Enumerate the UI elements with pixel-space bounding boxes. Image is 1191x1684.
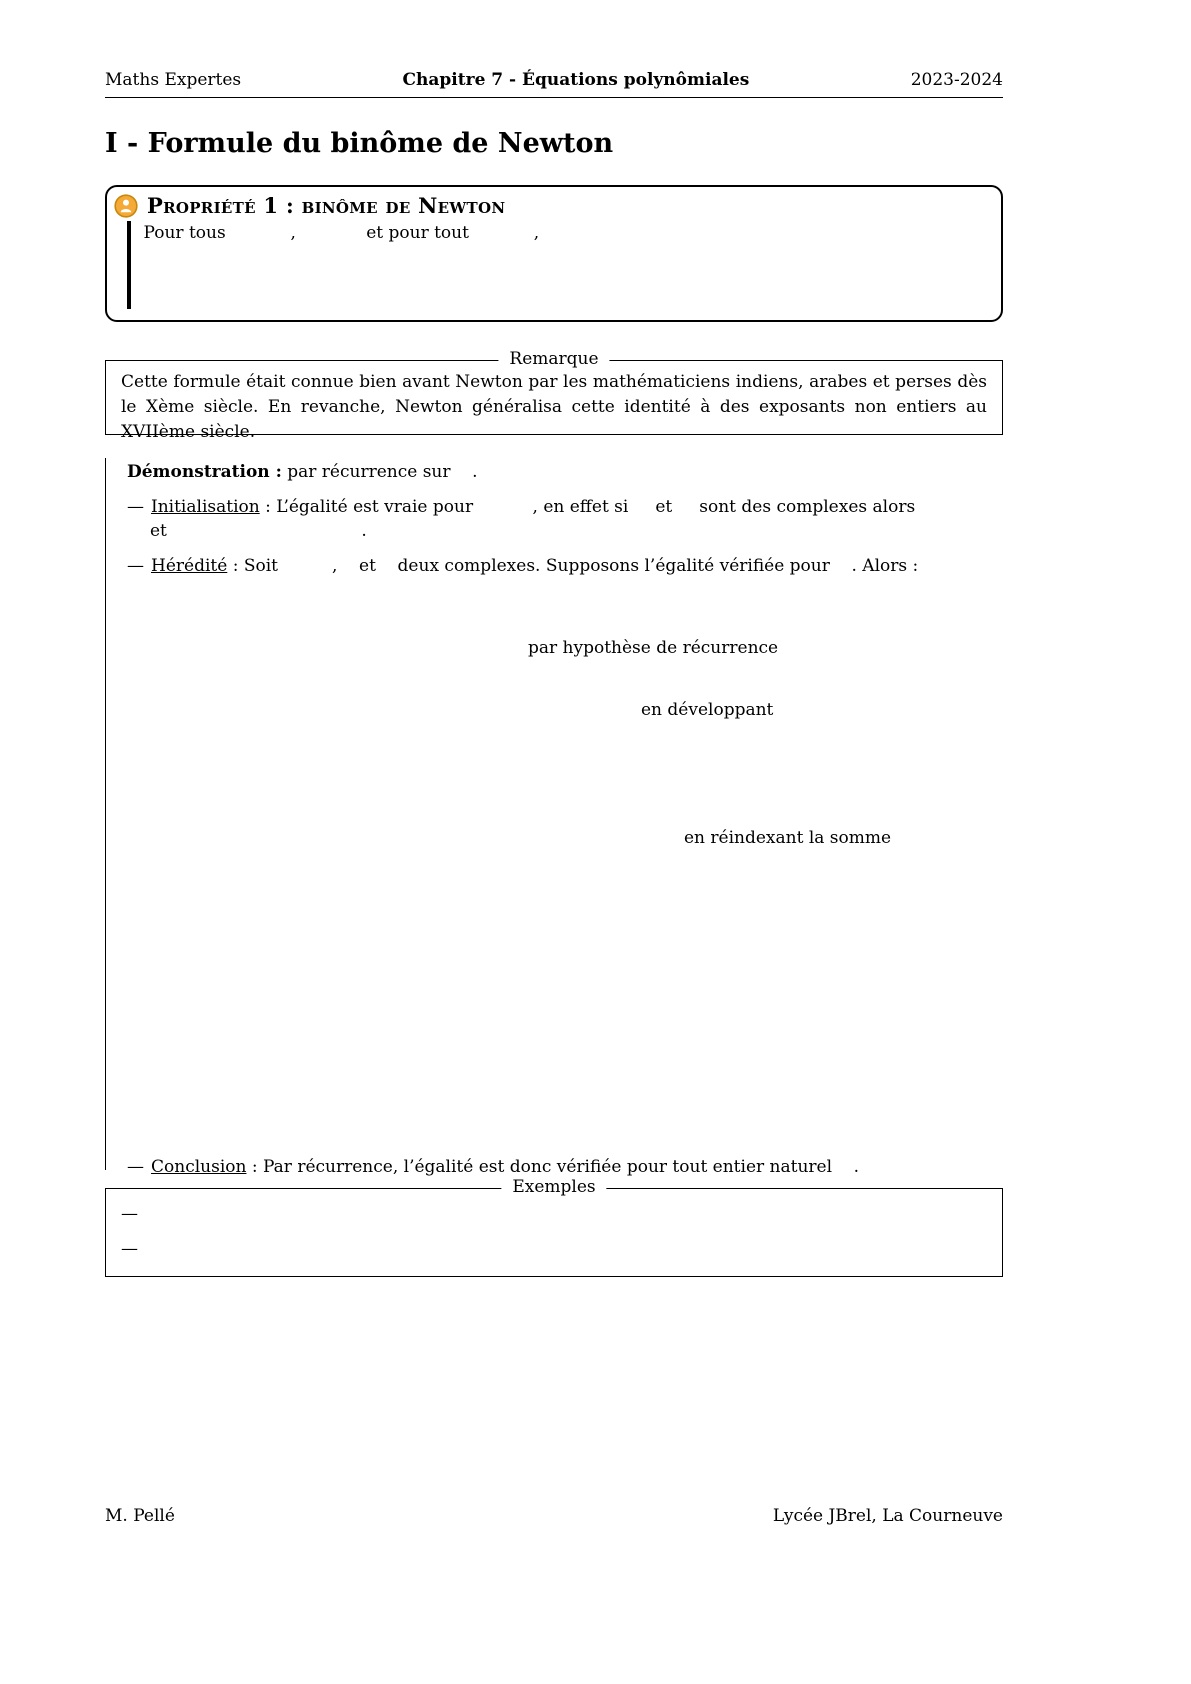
item-dash: — — [127, 497, 144, 517]
initialisation-text: : L’égalité est vraie pour , en effet si et sont des complexes alors — [265, 497, 916, 517]
conclusion-text: : Par récurrence, l’égalité est donc vérifiée pour tout entier naturel . — [251, 1157, 860, 1177]
header-chapter-title: Chapitre 7 - Équations polynômiales — [402, 70, 750, 90]
property-title-row — [114, 193, 1001, 218]
demonstration-section — [105, 458, 1005, 1177]
demonstration-item-heredite — [127, 554, 1005, 579]
header-rule — [105, 97, 1003, 98]
property-left-bar — [127, 221, 131, 309]
conclusion-label: Conclusion — [151, 1157, 247, 1177]
property-body-text: Pour tous , et pour tout , — [143, 223, 540, 243]
footer-school: Lycée JBrel, La Courneuve — [772, 1506, 1003, 1526]
annotation-reindexant-somme: en réindexant la somme — [684, 828, 892, 848]
page-header — [105, 70, 1003, 90]
annotation-developpant: en développant — [641, 700, 774, 720]
demonstration-heading-rest: par récurrence sur . — [287, 462, 478, 482]
remark-box-title: Remarque — [498, 349, 609, 369]
section-title: I - Formule du binôme de Newton — [105, 128, 614, 159]
examples-box-title: Exemples — [501, 1177, 606, 1197]
property-title: Propriété 1 : binôme de Newton — [147, 193, 506, 218]
example-item-1: — — [121, 1204, 138, 1224]
page-footer — [105, 1506, 1003, 1526]
remark-text: Cette formule était connue bien avant Newton par les mathématiciens indiens, arabes et perses dès le Xème siècle. En revanche, Newton généralisa cette identité à des exposants non entiers au XVIIème siècle. — [121, 372, 987, 442]
examples-box — [105, 1177, 1003, 1277]
remark-box — [105, 349, 1003, 442]
heredite-label: Hérédité — [151, 556, 228, 576]
footer-author: M. Pellé — [105, 1506, 175, 1526]
example-item-2: — — [121, 1239, 138, 1259]
property-body-row — [127, 221, 1001, 309]
annotation-hypothese-recurrence: par hypothèse de récurrence — [528, 638, 779, 658]
demonstration-item-conclusion — [127, 1157, 859, 1177]
header-course-name: Maths Expertes — [105, 70, 242, 90]
header-school-year: 2023-2024 — [910, 70, 1003, 90]
heredite-text: : Soit , et deux complexes. Supposons l’égalité vérifiée pour . Alors : — [232, 556, 919, 576]
item-dash: — — [127, 1157, 144, 1177]
demonstration-heading-bold: Démonstration : — [127, 462, 282, 482]
demonstration-item-initialisation — [127, 495, 1005, 520]
initialisation-label: Initialisation — [151, 497, 260, 517]
property-badge-icon — [114, 194, 138, 218]
item-dash: — — [127, 556, 144, 576]
property-box — [105, 185, 1003, 322]
initialisation-text-line2: et . — [150, 521, 367, 541]
demonstration-heading — [127, 462, 1005, 482]
